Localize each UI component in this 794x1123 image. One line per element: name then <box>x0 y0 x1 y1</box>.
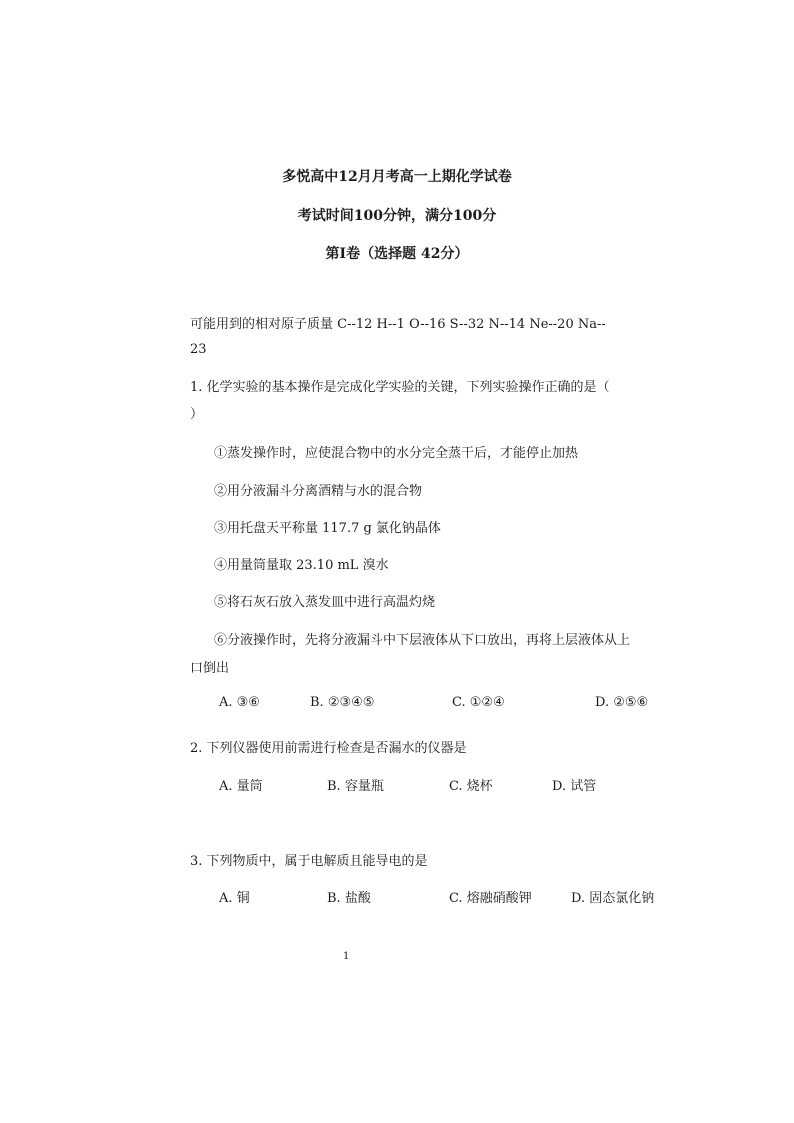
question-2-stem: 2. 下列仪器使用前需进行检查是否漏水的仪器是 <box>190 741 467 756</box>
question-1-item-2: ②用分液漏斗分离酒精与水的混合物 <box>214 484 423 499</box>
page-number: 1 <box>343 951 350 962</box>
question-3-option-c: C. 熔融硝酸钾 <box>449 891 532 906</box>
question-3-option-d: D. 固态氯化钠 <box>571 891 655 906</box>
exam-subtitle: 考试时间100分钟，满分100分 <box>297 208 497 224</box>
question-2-option-d: D. 试管 <box>552 779 597 794</box>
question-1-option-b: B. ②③④⑤ <box>310 695 375 710</box>
section-heading: 第Ⅰ卷（选择题 42分） <box>325 246 469 262</box>
question-3-option-b: B. 盐酸 <box>327 891 371 906</box>
question-3-stem: 3. 下列物质中，属于电解质且能导电的是 <box>190 854 428 869</box>
atomic-masses-line1: 可能用到的相对原子质量 C--12 H--1 O--16 S--32 N--14 Ne--20 Na-- <box>190 317 606 332</box>
question-1-stem: 1. 化学实验的基本操作是完成化学实验的关键，下列实验操作正确的是（ <box>190 380 610 395</box>
question-3-option-a: A. 铜 <box>219 891 250 906</box>
question-1-option-c: C. ①②④ <box>452 695 505 710</box>
question-1-item-4: ④用量筒量取 23.10 mL 溴水 <box>214 558 389 573</box>
question-1-item-1: ①蒸发操作时，应使混合物中的水分完全蒸干后，才能停止加热 <box>214 446 579 461</box>
question-1-option-a: A. ③⑥ <box>219 695 260 710</box>
question-1-item-5: ⑤将石灰石放入蒸发皿中进行高温灼烧 <box>214 595 436 610</box>
question-2-option-c: C. 烧杯 <box>449 779 493 794</box>
question-2-option-b: B. 容量瓶 <box>327 779 384 794</box>
question-1-stem-close: ） <box>190 407 204 422</box>
question-2-option-a: A. 量筒 <box>219 779 263 794</box>
question-1-item-6-cont: 口倒出 <box>190 661 230 676</box>
question-1-option-d: D. ②⑤⑥ <box>595 695 649 710</box>
question-1-item-3: ③用托盘天平称量 117.7 g 氯化钠晶体 <box>214 521 441 536</box>
question-1-item-6: ⑥分液操作时，先将分液漏斗中下层液体从下口放出，再将上层液体从上 <box>214 633 631 648</box>
atomic-masses-line2: 23 <box>190 342 207 357</box>
exam-title: 多悦高中12月月考高一上期化学试卷 <box>282 169 512 185</box>
